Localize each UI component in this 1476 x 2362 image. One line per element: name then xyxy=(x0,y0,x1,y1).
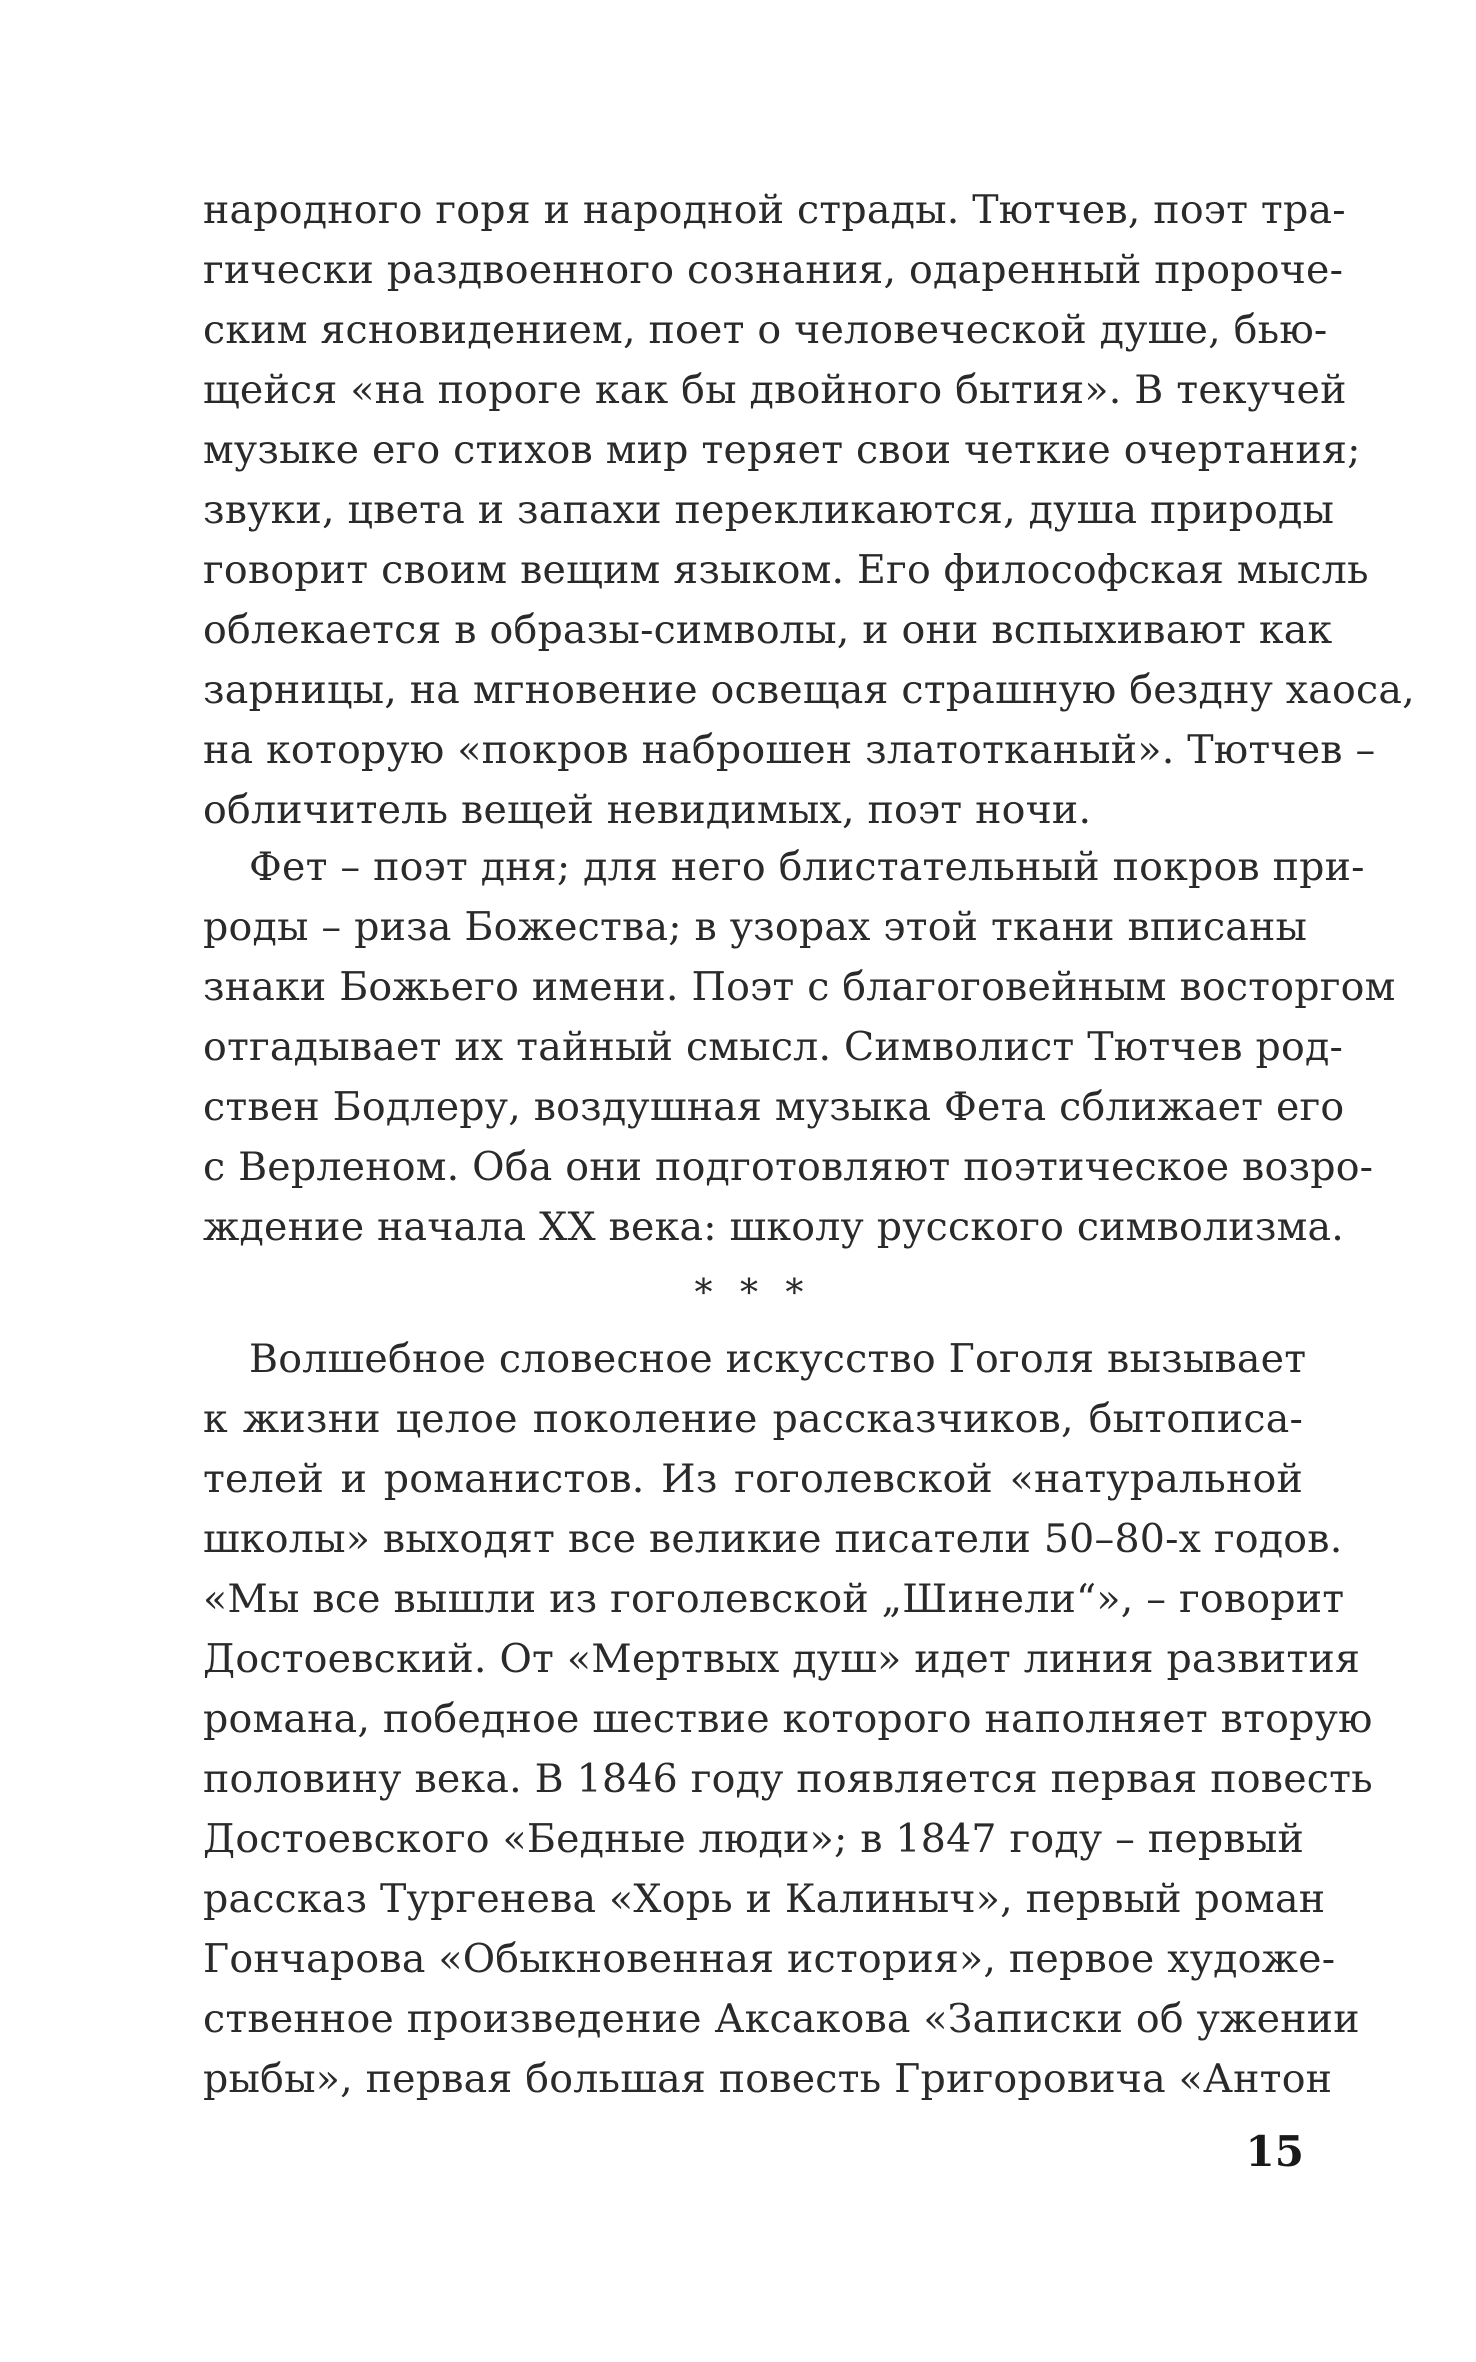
paragraph-gogol xyxy=(203,1329,1373,2109)
text-line: ским ясновидением, поет о человеческой душе, бью- xyxy=(203,307,1328,353)
text-line: ствен Бодлеру, воздушная музыка Фета сближает его xyxy=(203,1084,1345,1130)
paragraph-fet xyxy=(203,837,1396,1257)
text-line: с Верленом. Оба они подготовляют поэтическое возро- xyxy=(203,1144,1374,1190)
text-line: Достоевского «Бедные люди»; в 1847 году – первый xyxy=(203,1816,1304,1862)
page-number: 15 xyxy=(1245,2127,1304,2176)
text-line: рыбы», первая большая повесть Григоровича «Антон xyxy=(203,2056,1333,2102)
paragraph-tyutchev xyxy=(203,180,1415,840)
text-line: народного горя и народной страды. Тютчев, поэт тра- xyxy=(203,187,1346,233)
text-line: щейся «на пороге как бы двойного бытия». В текучей xyxy=(203,367,1347,413)
text-line: говорит своим вещим языком. Его философская мысль xyxy=(203,547,1369,593)
text-line: Волшебное словесное искусство Гоголя вызывает xyxy=(249,1336,1307,1382)
text-line: отгадывает их тайный смысл. Символист Тютчев род- xyxy=(203,1024,1344,1070)
text-line: Гончарова «Обыкновенная история», первое художе- xyxy=(203,1936,1336,1982)
section-separator: * * * xyxy=(694,1273,812,1314)
text-line: ждение начала XX века: школу русского символизма. xyxy=(203,1204,1345,1250)
text-line: школы» выходят все великие писатели 50–80-х годов. xyxy=(203,1516,1343,1562)
text-line: половину века. В 1846 году появляется первая повесть xyxy=(203,1756,1373,1802)
text-line: на которую «покров наброшен златотканый». Тютчев – xyxy=(203,727,1376,773)
text-line: рассказ Тургенева «Хорь и Калиныч», первый роман xyxy=(203,1876,1326,1922)
text-line: телей и романистов. Из гоголевской «натуральной xyxy=(203,1456,1303,1502)
text-line: обличитель вещей невидимых, поэт ночи. xyxy=(203,787,1092,833)
text-line: ственное произведение Аксакова «Записки об ужении xyxy=(203,1996,1360,2042)
text-line: облекается в образы-символы, и они вспыхивают как xyxy=(203,607,1333,653)
text-line: Фет – поэт дня; для него блистательный покров при- xyxy=(249,844,1365,890)
text-line: «Мы все вышли из гоголевской „Шинели“», – говорит xyxy=(203,1576,1345,1622)
text-line: гически раздвоенного сознания, одаренный пророче- xyxy=(203,247,1344,293)
text-line: музыке его стихов мир теряет свои четкие очертания; xyxy=(203,427,1361,473)
text-line: к жизни целое поколение рассказчиков, бытописа- xyxy=(203,1396,1303,1442)
text-line: знаки Божьего имени. Поэт с благоговейным восторгом xyxy=(203,964,1396,1010)
text-line: зарницы, на мгновение освещая страшную бездну хаоса, xyxy=(203,667,1415,713)
text-line: звуки, цвета и запахи перекликаются, душа природы xyxy=(203,487,1335,533)
text-line: романа, победное шествие которого наполняет вторую xyxy=(203,1696,1373,1742)
text-line: Достоевский. От «Мертвых душ» идет линия развития xyxy=(203,1636,1361,1682)
text-line: роды – риза Божества; в узорах этой ткани вписаны xyxy=(203,904,1308,950)
